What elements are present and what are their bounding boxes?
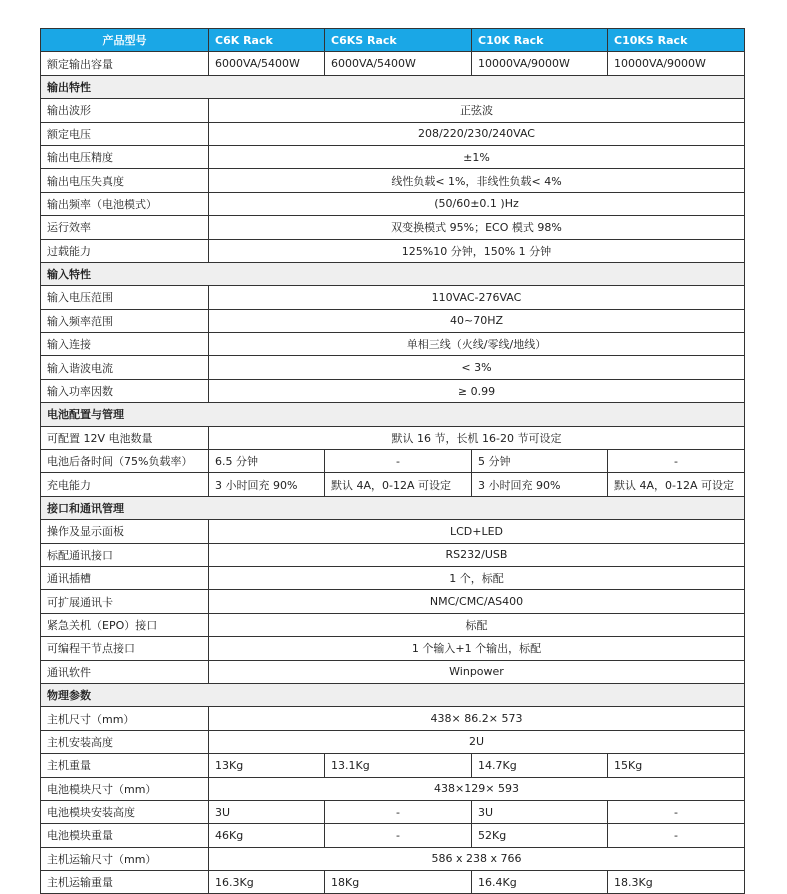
row-value: 默认 16 节，长机 16-20 节可设定 [209,426,745,449]
row-value: 10000VA/9000W [608,52,745,75]
section-row [41,683,745,706]
row-label: 输出电压失真度 [41,169,209,192]
section-header: 输出特性 [41,75,745,98]
row-label: 可配置 12V 电池数量 [41,426,209,449]
row-value: 13.1Kg [325,754,472,777]
row-label: 通讯软件 [41,660,209,683]
table-row [41,239,745,262]
row-label: 电池模块尺寸（mm） [41,777,209,800]
table-row [41,871,745,894]
row-label: 输入连接 [41,333,209,356]
row-label: 紧急关机（EPO）接口 [41,613,209,636]
row-value: 110VAC-276VAC [209,286,745,309]
row-value: 标配 [209,613,745,636]
row-value: LCD+LED [209,520,745,543]
row-label: 额定输出容量 [41,52,209,75]
row-value: 16.4Kg [472,871,608,894]
row-value: ≥ 0.99 [209,379,745,402]
table-row [41,637,745,660]
row-label: 输出频率（电池模式） [41,192,209,215]
row-value: 10000VA/9000W [472,52,608,75]
table-row [41,613,745,636]
row-label: 电池后备时间（75%负载率） [41,450,209,473]
row-label: 通讯插槽 [41,566,209,589]
table-row [41,426,745,449]
table-row [41,216,745,239]
row-label: 操作及显示面板 [41,520,209,543]
table-row [41,543,745,566]
row-value: 125%10 分钟，150% 1 分钟 [209,239,745,262]
row-label: 电池模块重量 [41,824,209,847]
row-value: 默认 4A，0-12A 可设定 [325,473,472,496]
table-row [41,847,745,870]
row-value: 3U [209,800,325,823]
row-value: (50/60±0.1 )Hz [209,192,745,215]
row-label: 额定电压 [41,122,209,145]
row-value: 1 个输入+1 个输出，标配 [209,637,745,660]
row-value: - [325,824,472,847]
table-row [41,52,745,75]
section-row [41,496,745,519]
row-label: 主机尺寸（mm） [41,707,209,730]
row-value: 6000VA/5400W [325,52,472,75]
header-cell-c6k: C6K Rack [209,29,325,52]
row-label: 输出电压精度 [41,145,209,168]
table-row [41,754,745,777]
table-row [41,520,745,543]
row-label: 可编程干节点接口 [41,637,209,660]
table-row [41,800,745,823]
row-label: 过载能力 [41,239,209,262]
row-value: 46Kg [209,824,325,847]
row-value: 40~70HZ [209,309,745,332]
header-row [41,29,745,52]
row-value: - [608,824,745,847]
section-header: 接口和通讯管理 [41,496,745,519]
row-value: 16.3Kg [209,871,325,894]
table-row [41,660,745,683]
row-value: ±1% [209,145,745,168]
row-value: NMC/CMC/AS400 [209,590,745,613]
row-value: 线性负载< 1%，非线性负载< 4% [209,169,745,192]
row-value: 208/220/230/240VAC [209,122,745,145]
section-header: 电池配置与管理 [41,403,745,426]
row-label: 主机重量 [41,754,209,777]
row-value: 18.3Kg [608,871,745,894]
row-label: 充电能力 [41,473,209,496]
header-cell-c10ks: C10KS Rack [608,29,745,52]
row-value: < 3% [209,356,745,379]
table-row [41,379,745,402]
row-label: 主机运输重量 [41,871,209,894]
row-value: - [608,800,745,823]
table-row [41,566,745,589]
spec-table-body [41,52,745,894]
table-row [41,333,745,356]
row-label: 输入电压范围 [41,286,209,309]
section-header: 物理参数 [41,683,745,706]
row-value: Winpower [209,660,745,683]
table-row [41,145,745,168]
row-value: 18Kg [325,871,472,894]
row-value: 14.7Kg [472,754,608,777]
row-label: 可扩展通讯卡 [41,590,209,613]
row-value: - [608,450,745,473]
header-cell-c6ks: C6KS Rack [325,29,472,52]
table-row [41,192,745,215]
table-row [41,730,745,753]
spec-table [40,28,745,894]
table-row [41,777,745,800]
header-cell-model: 产品型号 [41,29,209,52]
table-row [41,450,745,473]
row-value: 3 小时回充 90% [209,473,325,496]
table-row [41,707,745,730]
section-row [41,403,745,426]
row-value: - [325,450,472,473]
row-label: 标配通讯接口 [41,543,209,566]
row-value: - [325,800,472,823]
row-label: 主机安装高度 [41,730,209,753]
row-value: 52Kg [472,824,608,847]
row-label: 主机运输尺寸（mm） [41,847,209,870]
row-value: 586 x 238 x 766 [209,847,745,870]
row-value: 单相三线（火线/零线/地线） [209,333,745,356]
row-value: 5 分钟 [472,450,608,473]
header-cell-c10k: C10K Rack [472,29,608,52]
row-label: 输入频率范围 [41,309,209,332]
row-value: 6000VA/5400W [209,52,325,75]
row-value: 正弦波 [209,99,745,122]
table-row [41,824,745,847]
table-row [41,286,745,309]
row-label: 输入功率因数 [41,379,209,402]
row-label: 运行效率 [41,216,209,239]
row-label: 输入谐波电流 [41,356,209,379]
section-row [41,262,745,285]
table-row [41,356,745,379]
table-row [41,99,745,122]
row-label: 电池模块安装高度 [41,800,209,823]
section-header: 输入特性 [41,262,745,285]
row-value: 438×129× 593 [209,777,745,800]
table-row [41,473,745,496]
table-row [41,169,745,192]
row-value: 438× 86.2× 573 [209,707,745,730]
row-value: 13Kg [209,754,325,777]
row-label: 输出波形 [41,99,209,122]
table-row [41,309,745,332]
row-value: 3U [472,800,608,823]
row-value: 1 个，标配 [209,566,745,589]
row-value: 默认 4A，0-12A 可设定 [608,473,745,496]
row-value: 3 小时回充 90% [472,473,608,496]
row-value: RS232/USB [209,543,745,566]
row-value: 15Kg [608,754,745,777]
row-value: 6.5 分钟 [209,450,325,473]
row-value: 双变换模式 95%；ECO 模式 98% [209,216,745,239]
section-row [41,75,745,98]
row-value: 2U [209,730,745,753]
table-row [41,590,745,613]
table-row [41,122,745,145]
